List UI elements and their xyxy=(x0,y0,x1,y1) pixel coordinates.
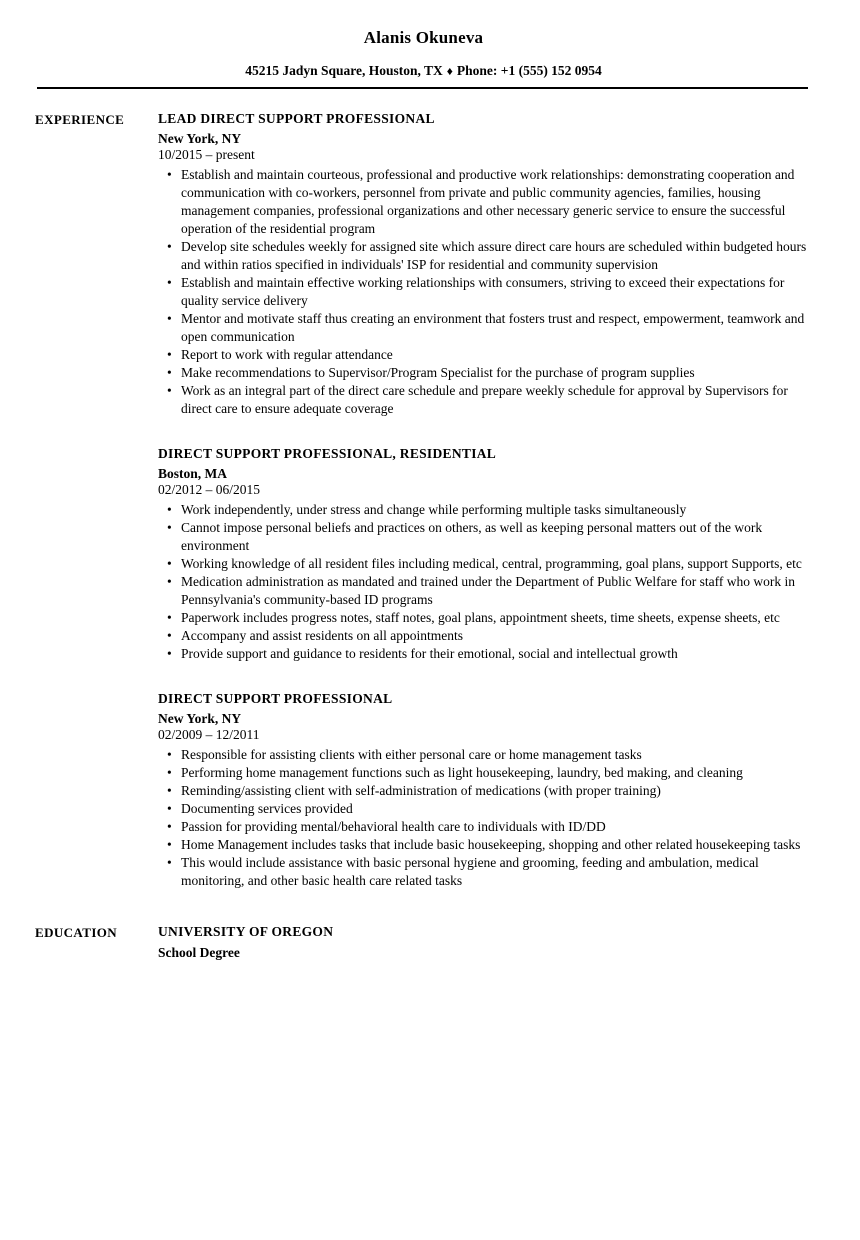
job-bullets xyxy=(158,501,812,663)
job-bullet: • Develop site schedules weekly for assigned site which assure direct care hours are scheduled within budgeted hours and within ratios specified in individuals' ISP for residential and community supervision xyxy=(167,238,812,274)
job-bullets xyxy=(158,746,812,890)
job-title: LEAD DIRECT SUPPORT PROFESSIONAL xyxy=(158,111,435,126)
job-bullet: • Passion for providing mental/behavioral health care to individuals with ID/DD xyxy=(167,818,812,836)
person-name: Alanis Okuneva xyxy=(363,28,484,47)
job-bullets xyxy=(158,166,812,418)
school-name: UNIVERSITY OF OREGON xyxy=(158,924,334,939)
contact-phone: Phone: +1 (555) 152 0954 xyxy=(456,63,602,78)
job-bullet: • Home Management includes tasks that include basic housekeeping, shopping and other related housekeeping tasks xyxy=(167,836,812,854)
section-label-experience: EXPERIENCE xyxy=(35,112,125,127)
job-bullet: • Responsible for assisting clients with either personal care or home management tasks xyxy=(167,746,812,764)
job-bullet: • Work independently, under stress and change while performing multiple tasks simultaneously xyxy=(167,501,812,519)
job-dates: 02/2012 – 06/2015 xyxy=(158,482,261,497)
job-title: DIRECT SUPPORT PROFESSIONAL, RESIDENTIAL xyxy=(158,446,497,461)
job-bullet: • Performing home management functions such as light housekeeping, laundry, bed making, and cleaning xyxy=(167,764,812,782)
experience-content xyxy=(158,109,812,890)
job-bullet: • Establish and maintain effective working relationships with consumers, striving to exceed their expectations for quality service delivery xyxy=(167,274,812,310)
job-entry-3 xyxy=(158,689,812,890)
education-content xyxy=(158,922,812,961)
job-bullet: • Working knowledge of all resident files including medical, central, programming, goal plans, support Supports, etc xyxy=(167,555,812,573)
job-bullet: • Accompany and assist residents on all appointments xyxy=(167,627,812,645)
job-bullet: • Reminding/assisting client with self-administration of medications (with proper training) xyxy=(167,782,812,800)
header-divider xyxy=(37,87,808,89)
job-bullet: • Paperwork includes progress notes, staff notes, goal plans, appointment sheets, time sheets, expense sheets, etc xyxy=(167,609,812,627)
job-bullet: • Make recommendations to Supervisor/Program Specialist for the purchase of program supplies xyxy=(167,364,812,382)
job-bullet: • Mentor and motivate staff thus creating an environment that fosters trust and respect, empowerment, teamwork and open communication xyxy=(167,310,812,346)
contact-line xyxy=(35,63,812,79)
job-bullet: • Work as an integral part of the direct care schedule and prepare weekly schedule for approval by Supervisors for direct care to ensure adequate coverage xyxy=(167,382,812,418)
job-entry-2 xyxy=(158,444,812,663)
contact-address: 45215 Jadyn Square, Houston, TX xyxy=(245,63,443,78)
job-dates: 10/2015 – present xyxy=(158,147,255,162)
job-dates: 02/2009 – 12/2011 xyxy=(158,727,260,742)
section-label-education: EDUCATION xyxy=(35,925,118,940)
job-title: DIRECT SUPPORT PROFESSIONAL xyxy=(158,691,393,706)
job-location: New York, NY xyxy=(158,711,242,726)
job-bullet: • Report to work with regular attendance xyxy=(167,346,812,364)
diamond-separator-icon: ♦ xyxy=(446,64,453,78)
job-bullet: • Medication administration as mandated and trained under the Department of Public Welfare for staff who work in Pennsylvania's community-based ID programs xyxy=(167,573,812,609)
experience-section xyxy=(35,109,812,890)
degree-name: School Degree xyxy=(158,945,240,960)
job-bullet: • Documenting services provided xyxy=(167,800,812,818)
job-entry-1 xyxy=(158,109,812,418)
job-location: Boston, MA xyxy=(158,466,228,481)
job-location: New York, NY xyxy=(158,131,242,146)
job-bullet: • Cannot impose personal beliefs and practices on others, as well as keeping personal matters out of the work environment xyxy=(167,519,812,555)
education-section xyxy=(35,922,812,961)
job-bullet: • This would include assistance with basic personal hygiene and grooming, feeding and ambulation, medical monitoring, and other basic health care related tasks xyxy=(167,854,812,890)
job-bullet: • Provide support and guidance to residents for their emotional, social and intellectual growth xyxy=(167,645,812,663)
job-bullet: • Establish and maintain courteous, professional and productive work relationships: demonstrating cooperation and communication with co-workers, personnel from private and public community agencies, families, housing management companies, professional organizations and other necessary generic service to ensure the successful operation of the residential program xyxy=(167,166,812,238)
resume-header xyxy=(35,28,812,79)
